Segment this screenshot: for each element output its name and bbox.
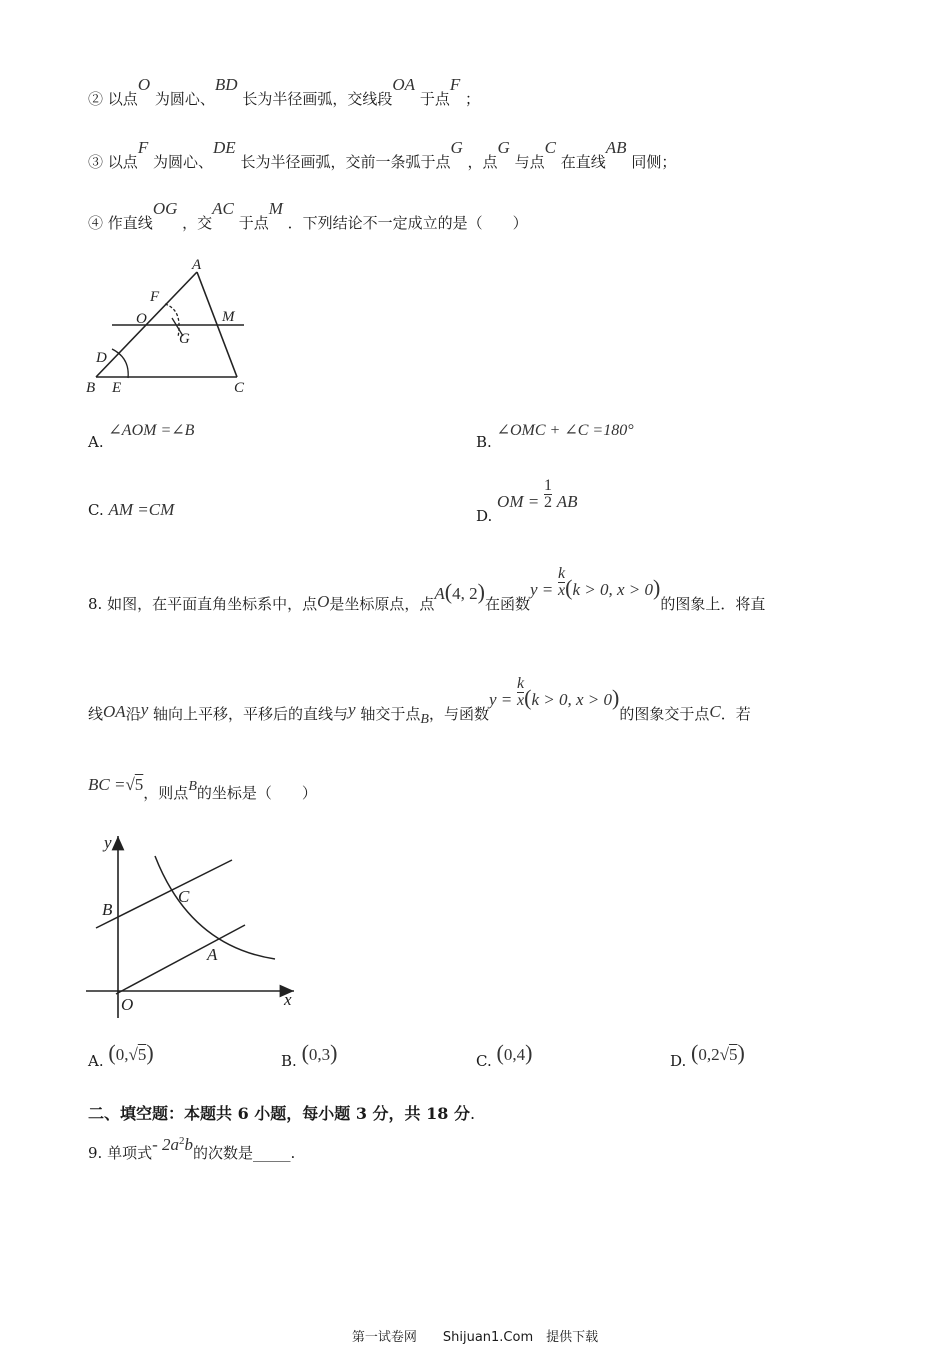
section-2-heading: 二、填空题：本题共 6 小题，每小题 3 分，共 18 分. bbox=[88, 1104, 476, 1123]
step-4-line: ④ 作直线OG ，交AC 于点M ．下列结论不一定成立的是（ ） bbox=[88, 199, 528, 232]
label-b: B bbox=[86, 380, 96, 396]
coordinate-graph-figure bbox=[80, 828, 310, 1020]
step-2-line: ② 以点O 为圆心、BD 长为半径画弧，交线段OA 于点F ； bbox=[88, 75, 481, 108]
label-c: C bbox=[234, 380, 245, 396]
q8-option-d[interactable]: D. (0,2√5) bbox=[670, 1040, 745, 1070]
q8-option-b[interactable]: B. (0,3) bbox=[281, 1040, 338, 1070]
label-y: y bbox=[104, 833, 112, 852]
fraction-one-half: $\frac{1}{2}$ bbox=[544, 477, 552, 511]
label-a2: A bbox=[207, 945, 218, 964]
label-g: G bbox=[179, 331, 190, 347]
label-m: M bbox=[222, 309, 235, 325]
arc-de bbox=[112, 349, 128, 378]
q7-option-b[interactable]: B. ∠OMC + ∠C =180° bbox=[476, 422, 634, 451]
q9-line: 9. 单项式- $2a^2b$的次数是_____. bbox=[88, 1135, 296, 1162]
label-c2: C bbox=[178, 887, 190, 906]
q8-option-a[interactable]: A. (0,√5) bbox=[88, 1040, 154, 1070]
label-e: E bbox=[112, 380, 122, 396]
fraction-k-over-x: $\frac{k}{x}$ bbox=[558, 565, 566, 599]
line-bc bbox=[96, 860, 232, 928]
q7-option-a[interactable]: A. ∠AOM =∠B bbox=[88, 422, 195, 451]
arc-fg bbox=[165, 304, 179, 337]
label-b2: B bbox=[102, 900, 113, 919]
q8-line-1: 8. 如图，在平面直角坐标系中，点O是坐标原点，点A(4, 2)在函数y = $\frac{k}{x}$ (k > 0, x > 0)的图象上．将直 bbox=[88, 565, 766, 613]
label-d: D bbox=[96, 350, 107, 366]
q8-option-c[interactable]: C. (0,4) bbox=[476, 1040, 533, 1070]
label-o2: O bbox=[121, 995, 134, 1014]
line-oa bbox=[116, 925, 245, 994]
q8-line-3: BC =√5，则点B的坐标是（ ） bbox=[88, 775, 317, 802]
triangle-construction-figure bbox=[80, 252, 270, 402]
page-footer: 第一试卷网 Shijuan1.Com 提供下载 bbox=[351, 1330, 599, 1345]
label-a: A bbox=[192, 257, 202, 273]
fraction-k-over-x-2: $\frac{k}{x}$ bbox=[517, 675, 525, 709]
label-f: F bbox=[150, 289, 160, 305]
hyperbola-curve bbox=[155, 856, 275, 959]
q7-option-c[interactable]: C. AM =CM bbox=[88, 500, 175, 519]
label-x: x bbox=[284, 990, 292, 1009]
q8-line-2: 线OA沿y 轴向上平移，平移后的直线与y 轴交于点B，与函数y = $\frac{k}{x}$ (k > 0, x > 0)的图象交于点C．若 bbox=[88, 675, 751, 727]
label-o: O bbox=[136, 311, 147, 327]
step-3-line: ③ 以点F 为圆心、DE 长为半径画弧，交前一条弧于点G ，点G 与点C 在直线AB 同侧； bbox=[88, 138, 677, 171]
q7-option-d[interactable]: D. OM = $\frac{1}{2}$ AB bbox=[476, 477, 578, 525]
